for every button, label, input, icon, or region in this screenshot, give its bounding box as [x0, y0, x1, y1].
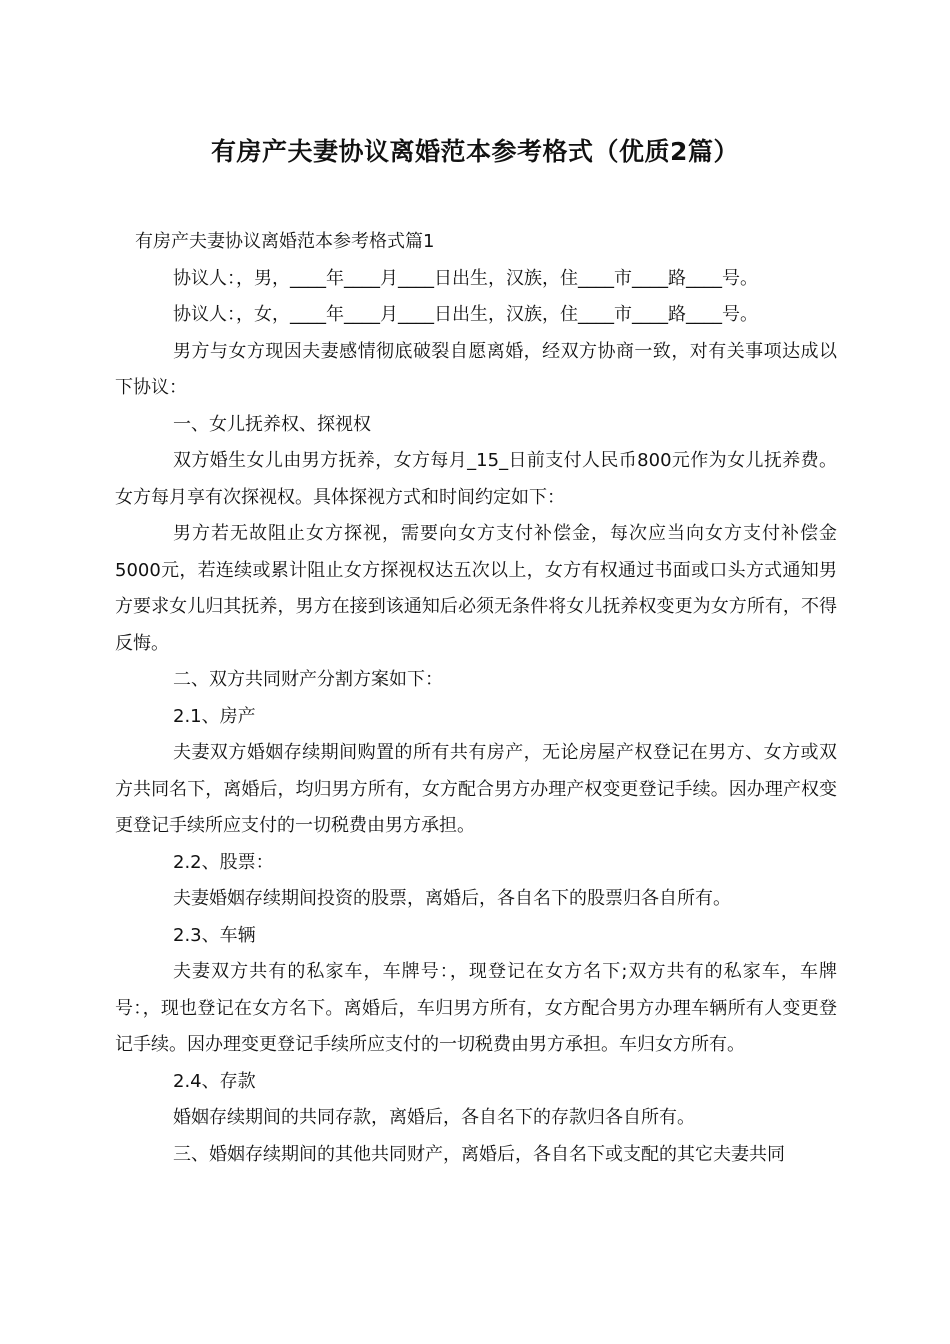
section-heading: 有房产夫妻协议离婚范本参考格式篇1 — [135, 231, 435, 252]
paragraph: 协议人：，男，____年____月____日出生，汉族，住____市____路____号。 — [173, 267, 758, 289]
paragraph: 婚姻存续期间的共同存款，离婚后，各自名下的存款归各自所有。 — [173, 1107, 695, 1128]
paragraph: 2.4、存款 — [173, 1070, 256, 1092]
paragraph: 夫妻双方共有的私家车，车牌号：，现登记在女方名下;双方共有的私家车，车牌号：，现也登记在女方名下。离婚后，车归男方所有，女方配合男方办理车辆所有人变更登记手续。因办理变更登记手续所应支付的一切税费由男方承担。车归女方所有。 — [115, 961, 837, 1055]
paragraph: 男方若无故阻止女方探视，需要向女方支付补偿金，每次应当向女方支付补偿金5000元，若连续或累计阻止女方探视权达五次以上，女方有权通过书面或口头方式通知男方要求女儿归其抚养，男方在接到该通知后必须无条件将女儿抚养权变更为女方所有，不得反悔。 — [115, 523, 837, 654]
paragraph: 2.2、股票： — [173, 851, 274, 873]
document-title: 有房产夫妻协议离婚范本参考格式（优质2篇） — [211, 137, 739, 166]
paragraph: 2.3、车辆 — [173, 924, 256, 946]
paragraph: 男方与女方现因夫妻感情彻底破裂自愿离婚，经双方协商一致，对有关事项达成以下协议： — [115, 340, 837, 398]
paragraph: 二、双方共同财产分割方案如下： — [173, 669, 443, 690]
paragraph: 夫妻双方婚姻存续期间购置的所有共有房产，无论房屋产权登记在男方、女方或双方共同名下，离婚后，均归男方所有，女方配合男方办理产权变更登记手续。因办理产权变更登记手续所应支付的一切税费由男方承担。 — [115, 742, 837, 836]
paragraph: 协议人：，女，____年____月____日出生，汉族，住____市____路____号。 — [173, 304, 758, 325]
paragraph: 夫妻婚姻存续期间投资的股票，离婚后，各自名下的股票归各自所有。 — [173, 888, 731, 909]
paragraph: 双方婚生女儿由男方抚养，女方每月_15_日前支付人民币800元作为女儿抚养费。女方每月享有次探视权。具体探视方式和时间约定如下： — [115, 450, 837, 508]
paragraph: 2.1、房产 — [173, 705, 256, 727]
document-body — [115, 224, 837, 1173]
paragraph: 三、婚姻存续期间的其他共同财产，离婚后，各自名下或支配的其它夫妻共同 — [173, 1143, 785, 1165]
paragraph: 一、女儿抚养权、探视权 — [173, 413, 371, 435]
